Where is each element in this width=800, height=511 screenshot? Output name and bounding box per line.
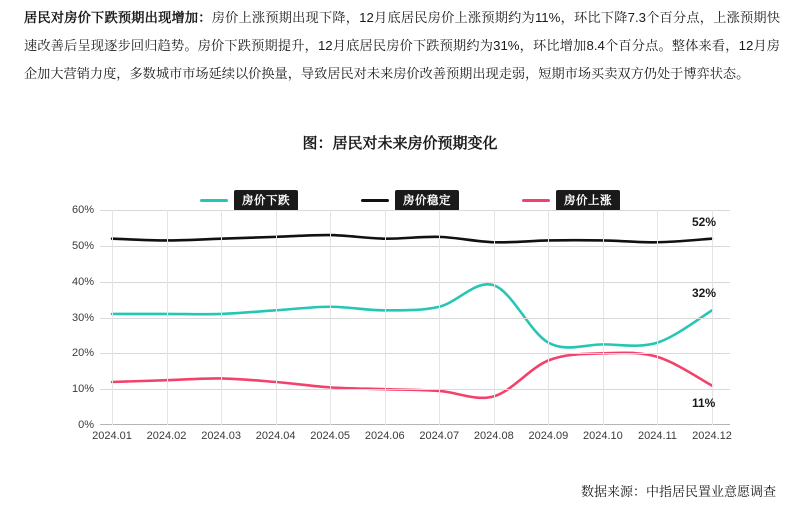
y-axis	[56, 204, 94, 431]
grid-line	[100, 210, 730, 211]
grid-line	[100, 246, 730, 247]
series-line-decline	[112, 284, 712, 347]
chart-title: 图：居民对未来房价预期变化	[302, 135, 498, 152]
legend-item-rise	[522, 190, 620, 211]
legend-swatch-decline	[200, 199, 228, 202]
grid-line	[100, 318, 730, 319]
x-axis-tick: 2024.09	[528, 430, 569, 442]
grid-line-vertical	[330, 210, 331, 425]
grid-line-vertical	[385, 210, 386, 425]
y-axis-tick: 30%	[71, 311, 94, 324]
grid-line	[100, 353, 730, 354]
x-axis-tick: 2024.04	[255, 430, 296, 442]
x-axis-tick: 2024.10	[583, 430, 623, 442]
legend-label-stable: 房价稳定	[395, 190, 459, 211]
grid-line-vertical	[712, 210, 713, 425]
legend-swatch-stable	[361, 199, 389, 202]
y-axis-tick: 20%	[71, 347, 94, 360]
chart-legend	[200, 190, 620, 211]
paragraph-body: 房价上涨预期出现下降，12月底居民房价上涨预期约为11%，环比下降7.3个百分点，上涨预期快速改善后呈现逐步回归趋势。房价下跌预期提升，12月底居民房价下跌预期约为31%，环比增加8.4个百分点。整体来看，12月房企加大营销力度，多数城市市场延续以价换量，导致居民对未来房价改善预期出现走弱，短期市场买卖双方仍处于博弈状态。	[24, 10, 781, 81]
x-axis-tick: 2024.03	[201, 430, 241, 442]
x-axis-tick: 2024.02	[146, 430, 187, 442]
y-axis-tick: 10%	[71, 383, 94, 396]
grid-line	[100, 389, 730, 390]
end-label-decline: 32%	[692, 286, 717, 300]
grid-line-vertical	[167, 210, 168, 425]
x-axis-labels	[92, 430, 732, 450]
x-axis-tick: 2024.11	[637, 430, 677, 442]
legend-label-decline: 房价下跌	[234, 190, 298, 211]
x-axis-tick: 2024.06	[364, 430, 405, 442]
x-axis-tick: 2024.08	[473, 430, 514, 442]
grid-line-vertical	[603, 210, 604, 425]
chart-plot-area	[71, 204, 730, 431]
grid-line-vertical	[494, 210, 495, 425]
y-axis-tick: 0%	[78, 419, 94, 431]
x-axis-tick: 2024.12	[692, 430, 732, 442]
y-axis-tick: 60%	[71, 204, 94, 216]
legend-item-decline	[200, 190, 298, 211]
legend-item-stable	[361, 190, 459, 211]
data-source: 数据来源：中指居民置业意愿调查	[580, 484, 776, 499]
series-line-stable	[112, 235, 712, 242]
x-axis-tick: 2024.01	[92, 430, 132, 442]
legend-label-rise: 房价上涨	[556, 190, 620, 211]
grid-line-vertical	[548, 210, 549, 425]
grid-line-vertical	[276, 210, 277, 425]
analysis-paragraph	[24, 4, 780, 88]
end-label-stable: 52%	[692, 215, 717, 229]
paragraph-lead: 居民对房价下跌预期出现增加：	[24, 10, 212, 25]
end-label-rise: 11%	[692, 396, 716, 410]
grid-line-vertical	[112, 210, 113, 425]
x-axis-tick: 2024.07	[419, 430, 460, 442]
series-line-rise	[112, 353, 712, 398]
y-axis-tick: 50%	[71, 239, 94, 252]
grid-line-vertical	[439, 210, 440, 425]
legend-swatch-rise	[522, 199, 550, 202]
x-axis-tick: 2024.05	[310, 430, 351, 442]
y-axis-tick: 40%	[71, 275, 94, 288]
grid-line	[100, 282, 730, 283]
grid-line-vertical	[221, 210, 222, 425]
grid-line-vertical	[657, 210, 658, 425]
